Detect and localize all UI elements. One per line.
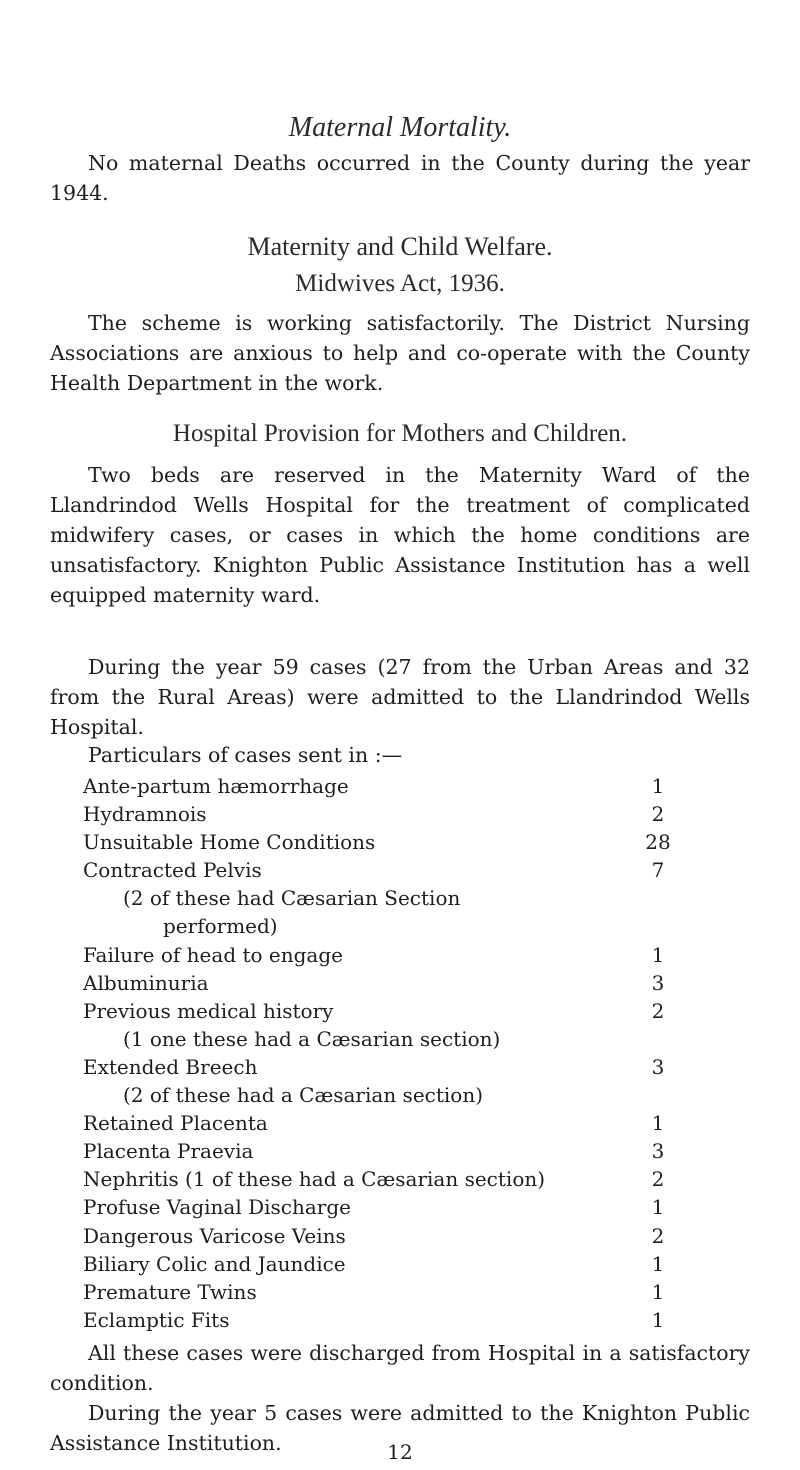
case-row <box>83 1222 683 1250</box>
case-count: 1 <box>651 1251 665 1276</box>
case-label: Placenta Praevia <box>83 1139 254 1164</box>
case-count: 1 <box>651 774 665 798</box>
page-number: 12 <box>387 1440 413 1464</box>
case-label: Albuminuria <box>83 970 209 995</box>
case-label: Unsuitable Home Conditions <box>83 830 376 855</box>
case-row <box>83 856 683 884</box>
case-row <box>83 1306 683 1334</box>
case-row <box>83 1025 683 1053</box>
midwives-act-heading: Midwives Act, 1936. <box>295 270 505 297</box>
case-count: 2 <box>651 802 665 827</box>
case-count: 3 <box>651 1054 665 1079</box>
case-label: Biliary Colic and Jaundice <box>83 1251 346 1276</box>
case-row <box>83 941 683 969</box>
case-row <box>83 772 683 800</box>
case-label: Failure of head to engage <box>83 942 343 967</box>
case-label: Contracted Pelvis <box>83 858 262 883</box>
discharged-paragraph: All these cases were discharged from Hospital in a satisfactory condition. <box>50 1341 750 1395</box>
case-row <box>83 1109 683 1137</box>
case-label: (2 of these had a Cæsarian section) <box>123 1083 484 1108</box>
case-row <box>83 884 683 912</box>
case-count: 2 <box>651 1167 665 1192</box>
case-label: Nephritis (1 of these had a Cæsarian section) <box>83 1167 546 1192</box>
case-count: 1 <box>651 1111 665 1136</box>
case-count: 1 <box>651 1195 665 1220</box>
case-count: 1 <box>651 1279 665 1304</box>
case-count: 28 <box>645 830 671 855</box>
cases-list <box>83 772 683 1334</box>
case-label: Eclamptic Fits <box>83 1307 230 1332</box>
hospital-provision-heading: Hospital Provision for Mothers and Children. <box>172 420 628 447</box>
case-row <box>83 1081 683 1109</box>
case-label: performed) <box>163 914 278 939</box>
case-count: 7 <box>651 858 665 883</box>
case-row <box>83 969 683 997</box>
case-row <box>83 1250 683 1278</box>
case-label: Ante-partum hæmorrhage <box>83 774 349 798</box>
beds-paragraph: Two beds are reserved in the Maternity Ward of the Llandrindod Wells Hospital for the treatment of complicated midwifery cases, or cases in which the home conditions are unsatisfactory. Knighton Public Assistance Institution has a well equipped maternity ward. <box>50 463 750 607</box>
admitted-paragraph: During the year 59 cases (27 from the Urban Areas and 32 from the Rural Areas) were admitted to the Llandrindod Wells Hospital. <box>50 655 750 739</box>
case-count: 1 <box>651 942 665 967</box>
case-count: 2 <box>651 998 665 1023</box>
case-row <box>83 828 683 856</box>
scheme-paragraph: The scheme is working satisfactorily. The District Nursing Associations are anxious to help and co-operate with the County Health Department in the work. <box>50 311 750 395</box>
case-count: 3 <box>651 970 665 995</box>
maternal-mortality-heading: Maternal Mortality. <box>288 112 512 143</box>
case-count: 2 <box>651 1223 665 1248</box>
case-label: Previous medical history <box>83 998 334 1023</box>
case-row <box>83 912 683 940</box>
case-label: Extended Breech <box>83 1054 258 1079</box>
case-count: 3 <box>651 1139 665 1164</box>
case-row <box>83 800 683 828</box>
case-label: (2 of these had Cæsarian Section <box>123 886 461 911</box>
case-label: Dangerous Varicose Veins <box>83 1223 346 1248</box>
no-deaths-paragraph: No maternal Deaths occurred in the County during the year 1944. <box>50 151 750 205</box>
case-label: Hydramnois <box>83 802 207 827</box>
case-row <box>83 997 683 1025</box>
knighton-paragraph: During the year 5 cases were admitted to the Knighton Public Assistance Institution. <box>50 1401 750 1455</box>
particulars-intro: Particulars of cases sent in :— <box>88 743 403 767</box>
case-label: (1 one these had a Cæsarian section) <box>123 1026 501 1051</box>
case-row <box>83 1137 683 1165</box>
case-row <box>83 1053 683 1081</box>
case-row <box>83 1193 683 1221</box>
maternity-welfare-heading: Maternity and Child Welfare. <box>247 232 553 261</box>
case-row <box>83 1278 683 1306</box>
case-count: 1 <box>651 1307 665 1332</box>
case-row <box>83 1165 683 1193</box>
case-label: Retained Placenta <box>83 1111 268 1136</box>
case-label: Premature Twins <box>83 1279 257 1304</box>
case-label: Profuse Vaginal Discharge <box>83 1195 351 1220</box>
